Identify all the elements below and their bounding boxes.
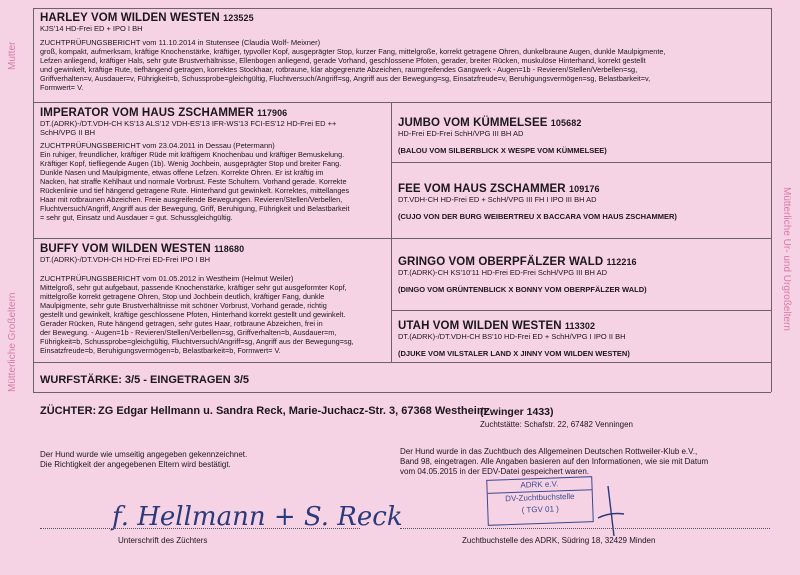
report-line: Nacken, hat straffe Kehlhaut und normale Vorbrust. Feste Schultern. Vorhand gerade. Korrekte bbox=[40, 177, 347, 186]
signature-line-right bbox=[400, 528, 770, 529]
report-line: Mittelgroß, sehr gut aufgebaut, passende Knochenstärke, kräftiger sehr gut ausgeformter Kopf, bbox=[40, 283, 347, 292]
divider-ancestor-3 bbox=[392, 310, 771, 311]
breeder-kennel: (Zwinger 1433) bbox=[480, 406, 554, 418]
breeder-station: Zuchtstätte: Schafstr. 22, 67482 Venningen bbox=[480, 420, 633, 429]
adrk-stamp: ADRK e.V. DV-Zuchtbuchstelle ( TGV 01 ) bbox=[486, 476, 594, 526]
granddam-report-head: ZUCHTPRÜFUNGSBERICHT vom 01.05.2012 in Westheim (Helmut Weiler) bbox=[40, 274, 294, 283]
ancestor-number: 105682 bbox=[550, 118, 582, 128]
breeder-text: ZG Edgar Hellmann u. Sandra Reck, Marie-Juchacz-Str. 3, 67368 Westheim bbox=[98, 405, 487, 417]
report-line: Kräftiger Kopf, tiefliegende Augen (1b). Wenig Jochbein, ausgeprägter Stop und breiter Fang. bbox=[40, 159, 342, 168]
grandsire-number: 117906 bbox=[257, 108, 288, 118]
ancestor-name: UTAH VOM WILDEN WESTEN bbox=[398, 320, 562, 332]
report-line: Haar mit rotbraunen Abzeichen. Freie ausgreifende Bewegungen. Revieren/Stellen/Verbellen, bbox=[40, 195, 343, 204]
divider-mother bbox=[33, 102, 771, 103]
report-line: mittelgroße korrekt getragene Ohren, Stop und Jochbein deutlich, kräftiger Fang, dunkle bbox=[40, 292, 325, 301]
report-line: der Bewegung. - Augen=1b - Revieren/Stellen/Verbellen=sg, Griffverhalten=b, Ausdauer=m, bbox=[40, 328, 337, 337]
report-line: Einsatzfreude=b, Beruhigungsvermögen=b, Belastbarkeit=b, Formwert= V. bbox=[40, 346, 281, 355]
frame-right-border bbox=[771, 8, 772, 392]
report-line: Griffverhalten=v, Ausdauer=v, Führigkeit=b, Schussprobe=gleichgültig, Fluchtversuch/Angriff=sg, Angriff aus der Bewegung=sg, Einsatzfreude=v, Beruhigungsvermögen=sg, Belastbarkeit=v, bbox=[40, 74, 651, 83]
mother-report-head: ZUCHTPRÜFUNGSBERICHT vom 11.10.2014 in Stutensee (Claudia Wolf- Meixner) bbox=[40, 38, 321, 47]
ancestor-name: JUMBO VOM KÜMMELSEE bbox=[398, 117, 548, 129]
report-line: gestellt und gewinkelt, kräftige geschlossene Pfoten, Hinterhand korrekt gestellt und gewinkelt. bbox=[40, 310, 346, 319]
grandsire-registry-line: DT.(ADRK)-/DT.VDH-CH KS'13 ALS'12 VDH-ES'13 IFR-WS'13 FCI-ES'12 HD-Frei ED ++ bbox=[40, 119, 337, 128]
report-line: Fluchtversuch/Angriff, Angriff aus der Bewegung, Griff, Beruhigung, Führigkeit und Belastbarkeit bbox=[40, 204, 350, 213]
report-line: Lefzen anliegend, kräftiger Hals, sehr gute Brustverhältnisse, Ellenbogen anliegend, gerade Vorhand, geschlossene Pfoten, gerader, breiter Rücken, muskulöse Hinterhand, korrekt gestellt bbox=[40, 56, 646, 65]
divider-column bbox=[391, 102, 392, 362]
side-label-mother: Mutter bbox=[7, 41, 18, 70]
report-line: Dunkle Nasen und Maulpigmente, etwas offene Lefzen. Korrekte Ohren. Er ist kräftig im bbox=[40, 168, 324, 177]
report-line: Führigkeit=b, Schussprobe=gleichgültig, Fluchtversuch/Angriff=sg, Angriff aus der Bewegung=sg, bbox=[40, 337, 354, 346]
report-line: = sehr gut, Einsatz und Ausdauer = gut. Schussgleichgültig. bbox=[40, 213, 233, 222]
grandsire-report bbox=[40, 150, 386, 222]
frame-top-border bbox=[33, 8, 771, 9]
ancestor-parents: (CUJO VON DER BURG WEIBERTREU X BACCARA VOM HAUS ZSCHAMMER) bbox=[398, 212, 677, 221]
granddam-name: BUFFY VOM WILDEN WESTEN bbox=[40, 243, 211, 255]
ancestor-registry: DT.(ADRK)-CH KS'10'11 HD-Frei ED-Frei SchH/VPG III BH AD bbox=[398, 268, 608, 277]
divider-grandparents bbox=[33, 362, 771, 363]
ancestor-registry: DT.(ADRK)-/DT.VDH-CH BS'10 HD-Frei ED + SchH/VPG I IPO II BH bbox=[398, 332, 626, 341]
ancestor-parents: (DJUKE VOM VILSTALER LAND X JINNY VOM WILDEN WESTEN) bbox=[398, 349, 630, 358]
mother-section bbox=[40, 12, 768, 92]
ancestor-utah bbox=[398, 320, 768, 358]
report-line: Formwert= V. bbox=[40, 83, 84, 92]
grandsire-registry-line: SchH/VPG II BH bbox=[40, 128, 96, 137]
report-line: Maulpigmente, sehr gute Brustverhältnisse mit schöner Vorbrust, Vorhand gerade, richtig bbox=[40, 301, 327, 310]
side-label-maternal-grandparents: Mütterliche Großeltern bbox=[7, 292, 18, 392]
grandsire-section bbox=[40, 107, 386, 222]
mother-title bbox=[40, 12, 768, 24]
granddam-number: 118680 bbox=[214, 244, 245, 254]
ancestor-parents: (DINGO VOM GRÜNTENBLICK X BONNY VOM OBERPFÄLZER WALD) bbox=[398, 285, 647, 294]
mother-name: HARLEY VOM WILDEN WESTEN bbox=[40, 12, 220, 24]
granddam-section bbox=[40, 243, 386, 355]
mother-report bbox=[40, 47, 768, 92]
divider-ancestor-2 bbox=[392, 238, 771, 239]
grandsire-title bbox=[40, 107, 386, 119]
signature-caption-left: Unterschrift des Züchters bbox=[118, 536, 208, 545]
ancestor-gringo bbox=[398, 256, 768, 294]
divider-litter bbox=[33, 392, 771, 393]
signature-line-left bbox=[40, 528, 360, 529]
ancestor-number: 113302 bbox=[564, 321, 596, 331]
signature-caption-right: Zuchtbuchstelle des ADRK, Südring 18, 32429 Minden bbox=[462, 536, 656, 545]
ancestor-parents: (BALOU VOM SILBERBLICK X WESPE VOM KÜMMELSEE) bbox=[398, 146, 607, 155]
report-line: Gerader Rücken, Rute hängend getragen, sehr gutes Haar, rotbraune Abzeichen, frei in bbox=[40, 319, 323, 328]
report-line: groß, kompakt, aufmerksam, kräftige Knochenstärke, kräftiger, typvoller Kopf, ausgeprägter Stop, kurzer Fang, mittelgroße, korrekt getragene Ohren, dunkelbraune Augen, dunkle Maulpigmente, bbox=[40, 47, 666, 56]
declaration-right: Der Hund wurde in das Zuchtbuch des Allgemeinen Deutschen Rottweiler-Klub e.V., Band 98, eingetragen. Alle Angaben basieren auf den Informationen, wie sie mit Datum vom 04.05.2015 in der EDV-Datei gespeichert waren. bbox=[400, 447, 709, 476]
divider-ancestor-1 bbox=[392, 162, 771, 163]
ancestor-number: 109176 bbox=[568, 184, 600, 194]
mother-number: 123525 bbox=[223, 13, 254, 23]
report-line: Ein ruhiger, freundlicher, kräftiger Rüde mit kräftigem Knochenbau und kräftiger Bemuskelung. bbox=[40, 150, 345, 159]
ancestor-name: FEE VOM HAUS ZSCHAMMER bbox=[398, 183, 566, 195]
mother-registry: KJS'14 HD-Frei ED + IPO I BH bbox=[40, 24, 143, 33]
granddam-report bbox=[40, 283, 386, 355]
report-line: Rückenlinie und tief hängend getragene Rute. Hinterhand gut gewinkelt. Korrektes, mittellanges bbox=[40, 186, 350, 195]
report-line: und gewinkelt, kräftige Rute, tiefhängend getragen, korrektes Stockhaar, rotbraune, klar abgegrenzte Abzeichen, raumgreifendes Gangwerk - Augen=1b - Revieren/Stellen/Verbellen=sg, bbox=[40, 65, 638, 74]
frame-left-border bbox=[33, 8, 34, 392]
ancestor-jumbo bbox=[398, 117, 768, 155]
grandsire-report-head: ZUCHTPRÜFUNGSBERICHT vom 23.04.2011 in Dessau (Petermann) bbox=[40, 141, 275, 150]
divider-grandsire bbox=[33, 238, 391, 239]
ancestor-number: 112216 bbox=[606, 257, 637, 267]
granddam-registry: DT.(ADRK)-/DT.VDH-CH HD-Frei ED-Frei IPO I BH bbox=[40, 255, 210, 264]
grandsire-name: IMPERATOR VOM HAUS ZSCHAMMER bbox=[40, 107, 254, 119]
ancestor-registry: HD-Frei ED-Frei SchH/VPG III BH AD bbox=[398, 129, 524, 138]
litter-strength: WURFSTÄRKE: 3/5 - EINGETRAGEN 3/5 bbox=[40, 374, 250, 386]
breeder-label: ZÜCHTER: bbox=[40, 405, 97, 417]
breeder-signature: f. Hellmann + S. Reck bbox=[112, 502, 403, 532]
declaration-left: Der Hund wurde wie umseitig angegeben gekennzeichnet. Die Richtigkeit der angegebenen Eltern wird bestätigt. bbox=[40, 450, 248, 469]
ancestor-fee bbox=[398, 183, 768, 221]
ancestor-name: GRINGO VOM OBERPFÄLZER WALD bbox=[398, 256, 604, 268]
granddam-title bbox=[40, 243, 386, 255]
side-label-maternal-great-grandparents: Mütterliche Ur- und Urgroßeltern bbox=[781, 187, 792, 331]
ancestor-registry: DT.VDH-CH HD-Frei ED + SchH/VPG III FH I IPO III BH AD bbox=[398, 195, 597, 204]
